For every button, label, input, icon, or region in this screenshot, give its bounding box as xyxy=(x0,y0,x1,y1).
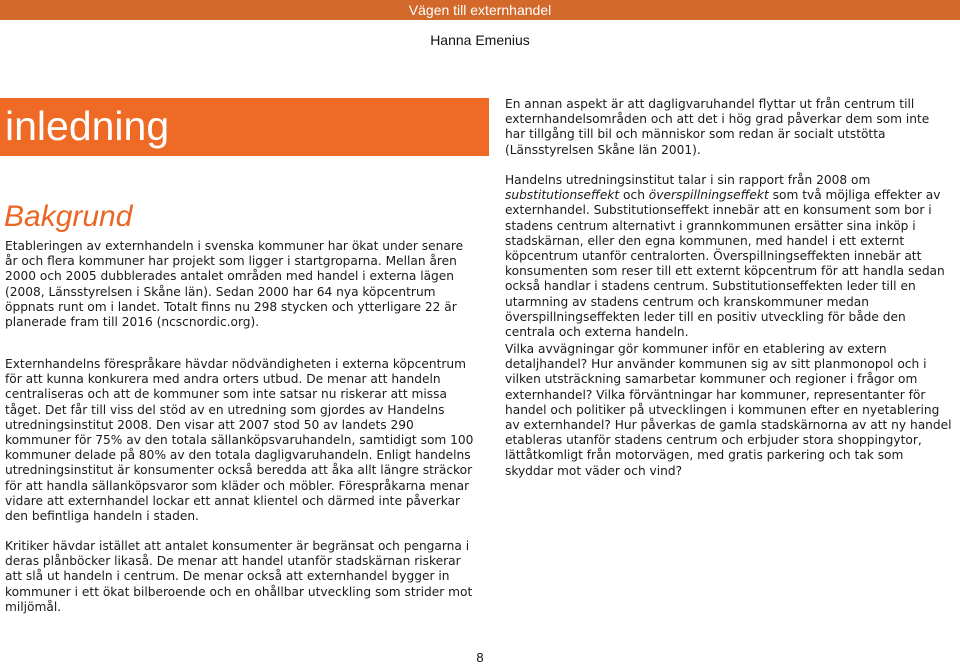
author-name: Hanna Emenius xyxy=(430,32,530,48)
right-paragraph-2 xyxy=(505,173,955,340)
right-paragraph-3: Vilka avvägningar gör kommuner inför en etablering av extern detaljhandel? Hur använder kommunen sig av sitt planmonopol och i vilken utsträckning samarbetar kommuner och regioner i frågor om externhandel? Vilka förväntningar har kommuner, representanter för handel och politiker på utvecklingen i kommunen efter en nyetablering av externhandel? Hur påverkas de gamla stadskärnorna av att ny handel etableras utanför stadens centrum och erbjuder stora shoppingytor, lättåtkomligt från motorvägen, med gratis parkering och tak som skyddar mot väder och vind? xyxy=(505,342,952,478)
left-paragraph-1: Etableringen av externhandeln i svenska kommuner har ökat under senare år och flera kommuner har projekt som ligger i startgroparna. Mellan åren 2000 och 2005 dubblerades antalet områden med handel i externa lägen (2008, Länsstyrelsen i Skåne län). Sedan 2000 har 64 nya köpcentrum öppnats runt om i landet. Totalt finns nu 298 stycken och ytterligare 22 är planerade fram till 2016 (ncscnordic.org). xyxy=(5,239,464,330)
section-heading: Bakgrund xyxy=(4,200,133,233)
page-number: 8 xyxy=(476,650,484,665)
p2-text-and: och xyxy=(619,188,649,203)
term-substitutionseffekt: substitutionseffekt xyxy=(505,188,620,203)
term-overspillningseffekt: överspillningseffekt xyxy=(648,188,769,203)
left-paragraph-2: Externhandelns förespråkare hävdar nödvändigheten i externa köpcentrum för att kunna konkurera med andra orters utbud. De menar att handeln centraliseras och att de kommuner som inte satsar nu riskerar att missa tåget. Det får till viss del stöd av en utredning som gjordes av Handelns utredningsinstitut 2008. Den visar att 2007 stod 50 av landets 290 kommuner för 75% av den totala sällanköpsvaruhandeln, samtidigt som 100 kommuner delade på 80% av den totala dagligvaruhandeln. Enligt handelns utredningsinstitut är konsumenter också beredda att åka allt längre sträckor för att handla sällanköpsvaror som kläder och möbler. Förespråkarna menar vidare att externhandel lockar ett annat klientel och därmed inte påverkar den befintliga handeln i staden. xyxy=(5,357,474,524)
chapter-title: inledning xyxy=(5,103,170,149)
document-title: Vägen till externhandel xyxy=(408,2,552,18)
p2-text-start: Handelns utredningsinstitut talar i sin rapport från 2008 om xyxy=(505,173,871,187)
right-paragraph-1: En annan aspekt är att dagligvaruhandel flyttar ut från centrum till externhandelsområden och att det i hög grad påverkar dem som inte har tillgång till bil och människor som redan är socialt utstötta (Länsstyrelsen Skåne län 2001). xyxy=(505,97,930,157)
p2-text-rest: som två möjliga effekter av externhandel. Substitutionseffekt innebär att en konsument som bor i stadens centrum alternativt i grannkommunen ersätter sina inköp i stadskärnan, eller den egna kommunen, med handel i ett externt köpcentrum utanför centralorten. Överspillningseffekten innebär att konsumenten som reser till ett externt köpcentrum för att handla sedan också handlar i stadens centrum. Substitutionseffekten leder till en utarmning av stadens centrum och kranskommuner medan överspillningseffekten leder till en positiv utveckling för både den centrala och externa handeln. xyxy=(505,188,945,340)
left-paragraph-3: Kritiker hävdar istället att antalet konsumenter är begränsat och pengarna i deras plånböcker likaså. De menar att handel utanför stadskärnan riskerar att slå ut handeln i centrum. De menar också att externhandel bygger in kommuner i ett ökat bilberoende och en ohållbar utveckling som strider mot miljömål. xyxy=(5,539,473,614)
